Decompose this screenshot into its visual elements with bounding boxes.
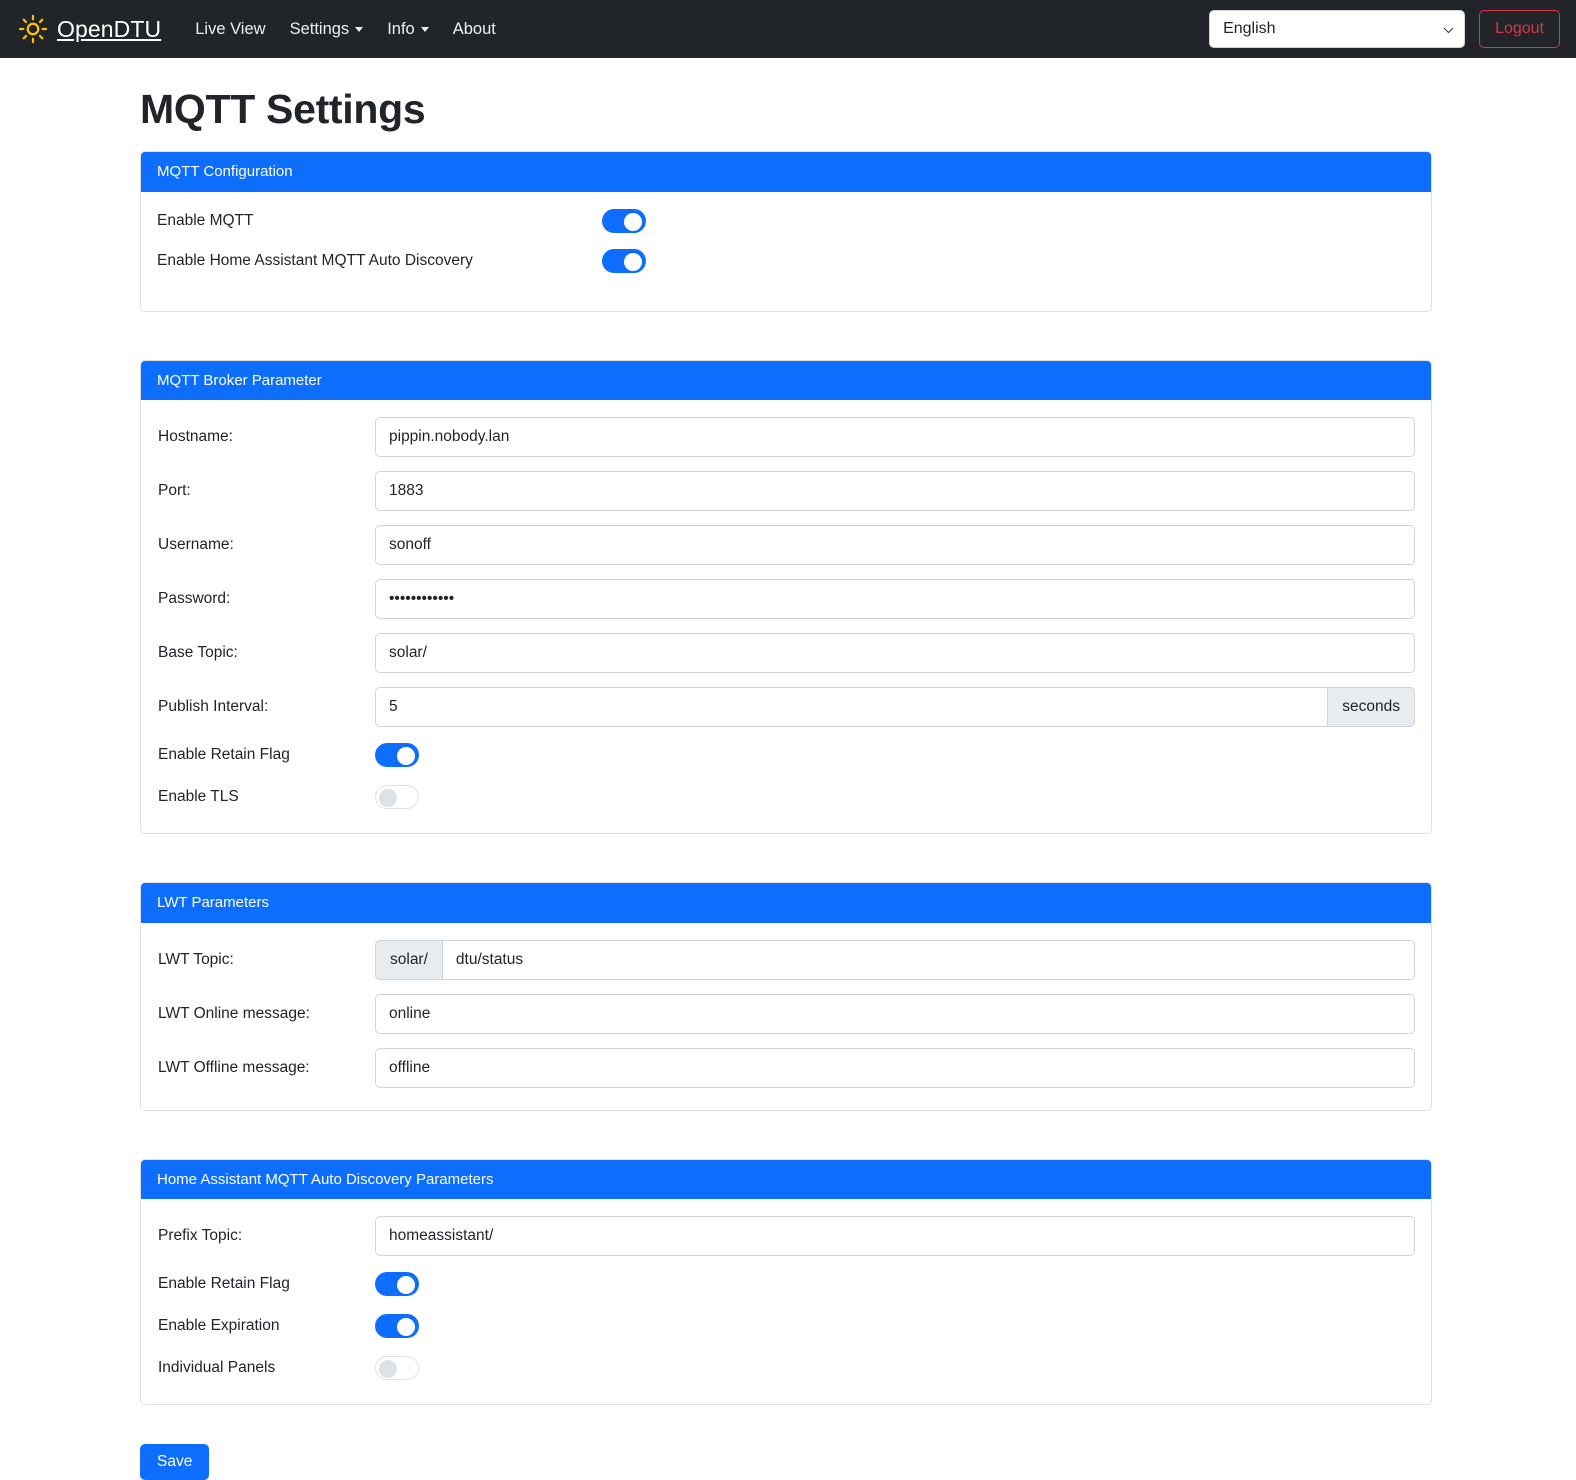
enable-ha-discovery-label: Enable Home Assistant MQTT Auto Discovery [157, 251, 473, 269]
nav-item-info[interactable] [375, 14, 441, 45]
navbar [0, 0, 1576, 58]
publish-interval-unit: seconds [1328, 687, 1415, 727]
tls-toggle[interactable] [375, 785, 419, 809]
navbar-right [1209, 10, 1560, 48]
username-label: Username: [158, 536, 234, 553]
individual-panels-toggle[interactable] [375, 1356, 419, 1380]
nav-item-label: Info [387, 19, 415, 38]
base-topic-input[interactable] [375, 633, 1415, 673]
row-enable-mqtt [157, 209, 1415, 233]
username-input[interactable] [375, 525, 1415, 565]
row-username [157, 525, 1415, 565]
enable-mqtt-label: Enable MQTT [157, 211, 254, 229]
card-body [141, 400, 1431, 833]
row-prefix-topic [157, 1216, 1415, 1256]
tls-label: Enable TLS [158, 788, 239, 805]
base-topic-label: Base Topic: [158, 644, 238, 661]
publish-interval-group [375, 687, 1415, 727]
row-enable-retain-flag [157, 741, 1415, 769]
nav-item-label: Live View [195, 19, 266, 38]
row-base-topic [157, 633, 1415, 673]
lwt-topic-prefix: solar/ [375, 940, 442, 980]
row-lwt-topic [157, 940, 1415, 980]
row-individual-panels [157, 1354, 1415, 1382]
lwt-online-input[interactable] [375, 994, 1415, 1034]
card-mqtt-configuration [140, 151, 1432, 312]
lwt-topic-group [375, 940, 1415, 980]
port-label: Port: [158, 482, 191, 499]
row-hass-expiration [157, 1312, 1415, 1340]
hass-retain-label: Enable Retain Flag [158, 1275, 290, 1292]
enable-ha-discovery-toggle[interactable] [602, 249, 646, 273]
hostname-label: Hostname: [158, 428, 233, 445]
nav-item-live-view[interactable] [183, 14, 277, 45]
row-lwt-offline [157, 1048, 1415, 1088]
lwt-online-label: LWT Online message: [158, 1004, 310, 1022]
card-header: Home Assistant MQTT Auto Discovery Parameters [141, 1160, 1431, 1200]
row-enable-tls [157, 783, 1415, 811]
brand-link[interactable] [18, 14, 161, 44]
nav-item-about[interactable] [441, 14, 508, 45]
card-body [141, 192, 1431, 311]
row-hass-retain-flag [157, 1270, 1415, 1298]
page-title: MQTT Settings [140, 86, 426, 132]
nav-item-label: About [452, 19, 496, 38]
main-content [140, 151, 1432, 1480]
nav-links [183, 14, 508, 45]
card-home-assistant-discovery [140, 1159, 1432, 1406]
nav-item-label: Settings [289, 19, 350, 38]
row-lwt-online [157, 994, 1415, 1034]
retain-flag-toggle[interactable] [375, 743, 419, 767]
save-button[interactable]: Save [140, 1444, 209, 1480]
card-header: LWT Parameters [141, 883, 1431, 923]
hass-retain-toggle[interactable] [375, 1272, 419, 1296]
logout-button[interactable]: Logout [1479, 10, 1560, 48]
hass-expiration-toggle[interactable] [375, 1314, 419, 1338]
hostname-input[interactable] [375, 417, 1415, 457]
card-body [141, 923, 1431, 1110]
prefix-topic-input[interactable] [375, 1216, 1415, 1256]
card-lwt-parameters [140, 882, 1432, 1111]
lwt-topic-label: LWT Topic: [158, 950, 234, 968]
chevron-down-icon [421, 27, 429, 32]
language-select-wrap [1209, 10, 1465, 48]
publish-interval-input[interactable] [375, 687, 1328, 727]
prefix-topic-label: Prefix Topic: [158, 1227, 243, 1244]
retain-flag-label: Enable Retain Flag [158, 746, 290, 763]
card-body [141, 1199, 1431, 1404]
row-hostname [157, 417, 1415, 457]
chevron-down-icon [355, 27, 363, 32]
hass-expiration-label: Enable Expiration [158, 1317, 280, 1334]
brand-label: OpenDTU [57, 15, 162, 42]
enable-mqtt-toggle[interactable] [602, 209, 646, 233]
row-publish-interval [157, 687, 1415, 727]
row-password [157, 579, 1415, 619]
card-header: MQTT Broker Parameter [141, 361, 1431, 401]
port-input[interactable] [375, 471, 1415, 511]
lwt-offline-label: LWT Offline message: [158, 1058, 310, 1076]
card-header: MQTT Configuration [141, 152, 1431, 192]
language-select[interactable] [1209, 10, 1465, 48]
nav-item-settings[interactable] [278, 14, 376, 45]
publish-interval-label: Publish Interval: [158, 698, 269, 715]
sun-icon [18, 14, 48, 44]
password-input[interactable] [375, 579, 1415, 619]
row-enable-ha-discovery [157, 249, 1415, 273]
row-port [157, 471, 1415, 511]
individual-panels-label: Individual Panels [158, 1359, 276, 1376]
card-mqtt-broker-parameter [140, 360, 1432, 835]
lwt-offline-input[interactable] [375, 1048, 1415, 1088]
password-label: Password: [158, 590, 231, 607]
lwt-topic-input[interactable] [442, 940, 1415, 980]
